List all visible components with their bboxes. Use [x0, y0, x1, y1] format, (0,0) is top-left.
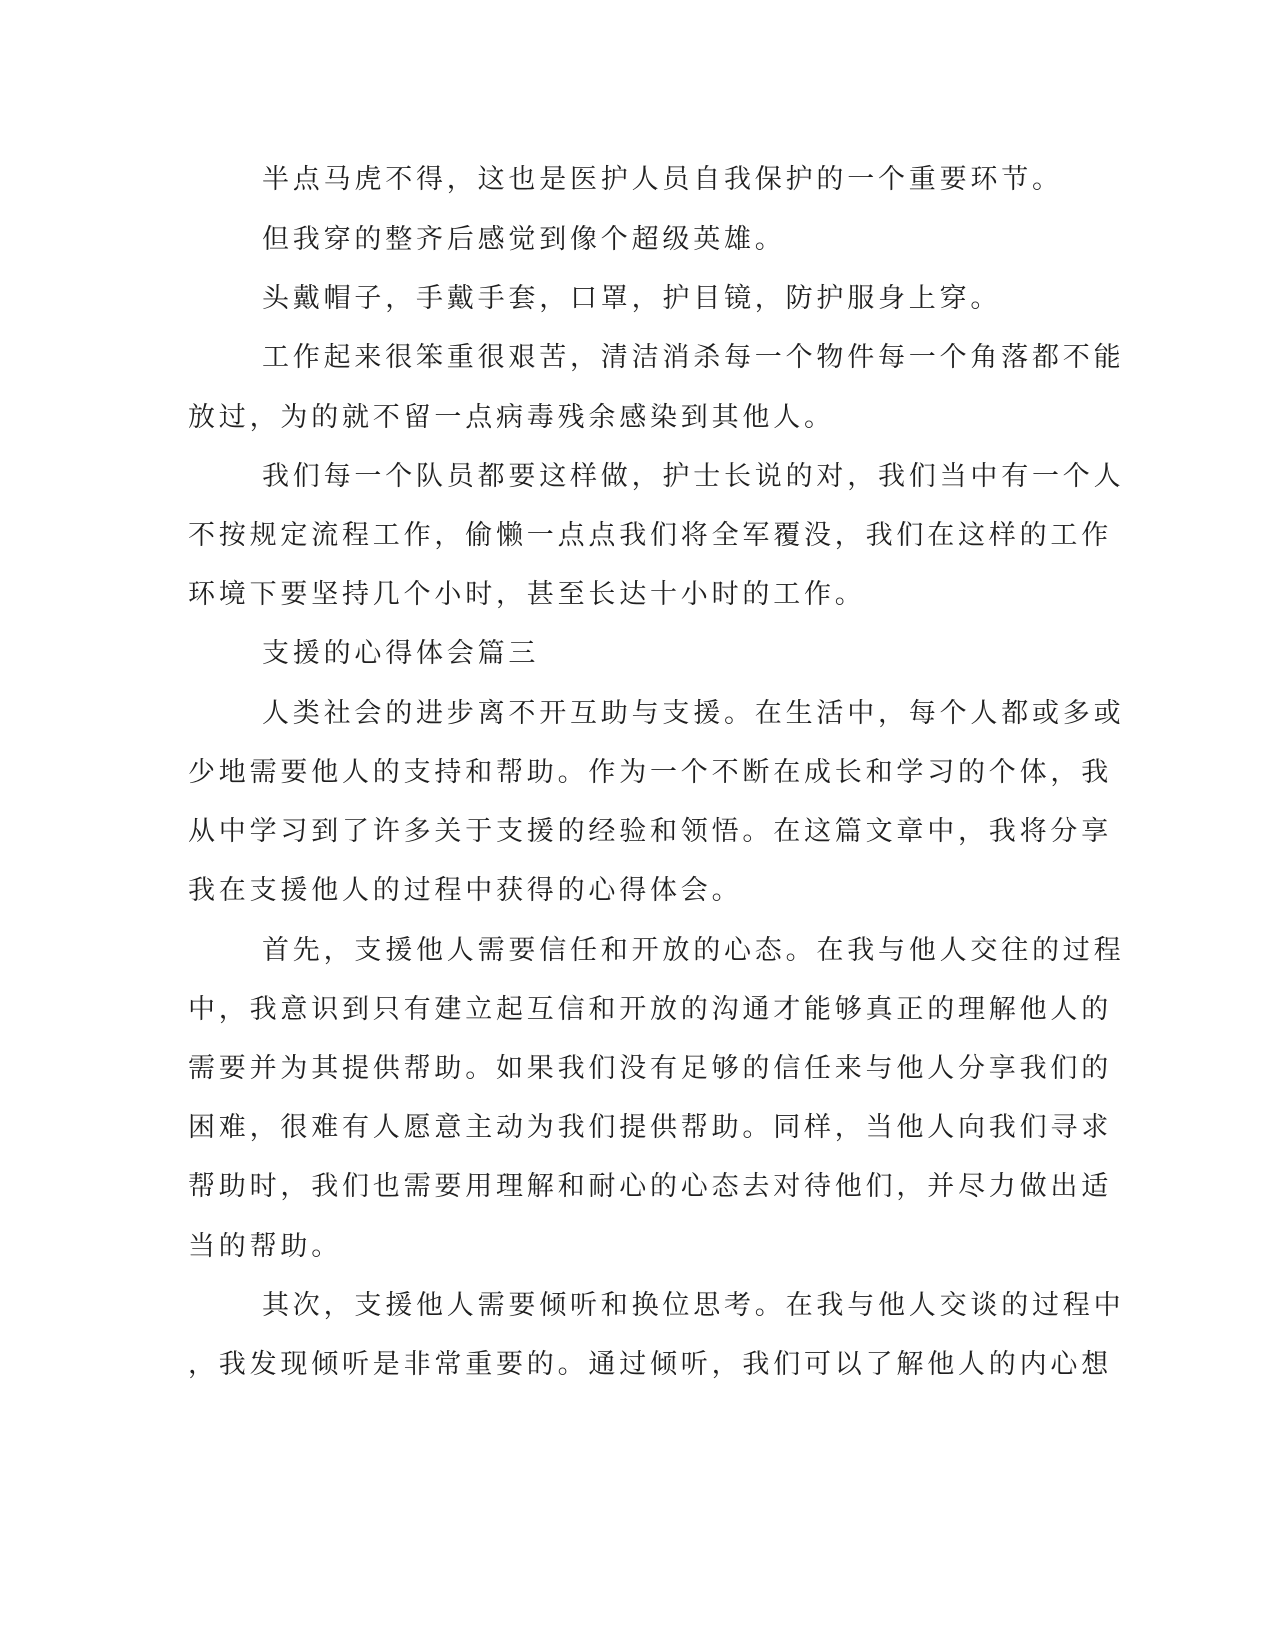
paragraph-line: 从中学习到了许多关于支援的经验和领悟。在这篇文章中，我将分享 — [188, 816, 1112, 847]
paragraph-line: 其次，支援他人需要倾听和换位思考。在我与他人交谈的过程中 — [262, 1290, 1125, 1321]
paragraph-line: 工作起来很笨重很艰苦，清洁消杀每一个物件每一个角落都不能 — [262, 342, 1125, 373]
paragraph-line: ，我发现倾听是非常重要的。通过倾听，我们可以了解他人的内心想 — [188, 1349, 1112, 1380]
paragraph-line: 困难，很难有人愿意主动为我们提供帮助。同样，当他人向我们寻求 — [188, 1112, 1112, 1143]
paragraph-line: 头戴帽子，手戴手套，口罩，护目镜，防护服身上穿。 — [262, 283, 1002, 314]
paragraph-line: 但我穿的整齐后感觉到像个超级英雄。 — [262, 224, 786, 255]
paragraph-line: 我在支援他人的过程中获得的心得体会。 — [188, 875, 743, 906]
paragraph-line: 不按规定流程工作，偷懒一点点我们将全军覆没，我们在这样的工作 — [188, 520, 1112, 551]
paragraph-line: 当的帮助。 — [188, 1231, 342, 1262]
paragraph-line: 半点马虎不得，这也是医护人员自我保护的一个重要环节。 — [262, 164, 1063, 195]
paragraph-line: 放过，为的就不留一点病毒残余感染到其他人。 — [188, 402, 835, 433]
paragraph-line: 中，我意识到只有建立起互信和开放的沟通才能够真正的理解他人的 — [188, 994, 1112, 1025]
paragraph-line: 我们每一个队员都要这样做，护士长说的对，我们当中有一个人 — [262, 461, 1125, 492]
section-heading: 支援的心得体会篇三 — [262, 638, 540, 669]
paragraph-line: 需要并为其提供帮助。如果我们没有足够的信任来与他人分享我们的 — [188, 1053, 1112, 1084]
paragraph-line: 少地需要他人的支持和帮助。作为一个不断在成长和学习的个体，我 — [188, 757, 1112, 788]
paragraph-line: 人类社会的进步离不开互助与支援。在生活中，每个人都或多或 — [262, 698, 1125, 729]
paragraph-line: 帮助时，我们也需要用理解和耐心的心态去对待他们，并尽力做出适 — [188, 1171, 1112, 1202]
paragraph-line: 环境下要坚持几个小时，甚至长达十小时的工作。 — [188, 579, 866, 610]
paragraph-line: 首先，支援他人需要信任和开放的心态。在我与他人交往的过程 — [262, 935, 1125, 966]
